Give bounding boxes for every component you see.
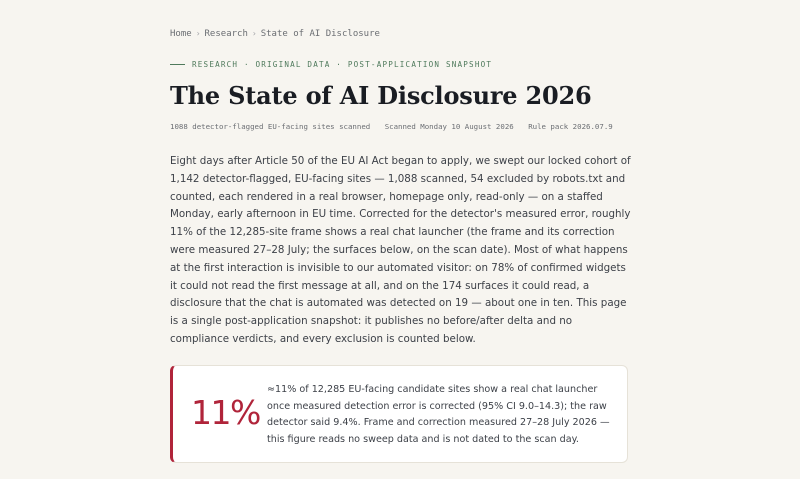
key-stat-callout: [170, 365, 628, 463]
breadcrumb-research-link[interactable]: Research: [204, 29, 248, 39]
breadcrumb-home-link[interactable]: Home: [170, 29, 192, 39]
meta-rule-pack: Rule pack 2026.07.9: [528, 122, 613, 131]
breadcrumb-separator: ›: [195, 29, 201, 38]
eyebrow-text: RESEARCH · ORIGINAL DATA · POST-APPLICATION SNAPSHOT: [192, 60, 493, 69]
lede-paragraph: Eight days after Article 50 of the EU AI Act began to apply, we swept our locked cohort of 1,142 detector-flagged, EU-facing sites — 1,088 scanned, 54 excluded by robots.txt and counted, each rendered in a real browser, homepage only, read-only — on a staffed Monday, early afternoon in EU time. Corrected for the detector's measured error, roughly 11% of the 12,285-site frame shows a real chat launcher (the frame and its correction were measured 27–28 July; the surfaces below, on the scan date). Most of what happens at the first interaction is invisible to our automated visitor: on 78% of confirmed widgets it could not read the first message at all, and on the 174 surfaces it could read, a disclosure that the chat is automated was detected on 19 — about one in ten. This page is a single post-application snapshot: it publishes no before/after delta and no compliance verdicts, and every exclusion is counted below.: [170, 155, 631, 345]
key-stat-text: ≈11% of 12,285 EU-facing candidate sites show a real chat launcher once measured detection error is corrected (95% CI 9.0–14.3); the raw detector said 9.4%. Frame and correction measured 27–28 July 2026 — this figure reads no sweep data and is not dated to the scan day.: [267, 384, 610, 445]
key-stat-value: 11%: [191, 393, 260, 432]
eyebrow: [170, 60, 492, 69]
meta-scanned: Scanned Monday 10 August 2026: [384, 122, 514, 131]
breadcrumb: [170, 29, 380, 39]
breadcrumb-current: State of AI Disclosure: [260, 29, 380, 39]
page-title: The State of AI Disclosure 2026: [170, 81, 592, 110]
meta-sites: 1088 detector-flagged EU-facing sites scanned: [170, 122, 371, 131]
eyebrow-rule: [170, 64, 185, 65]
meta-line: [170, 122, 613, 131]
breadcrumb-separator: ›: [251, 29, 257, 38]
